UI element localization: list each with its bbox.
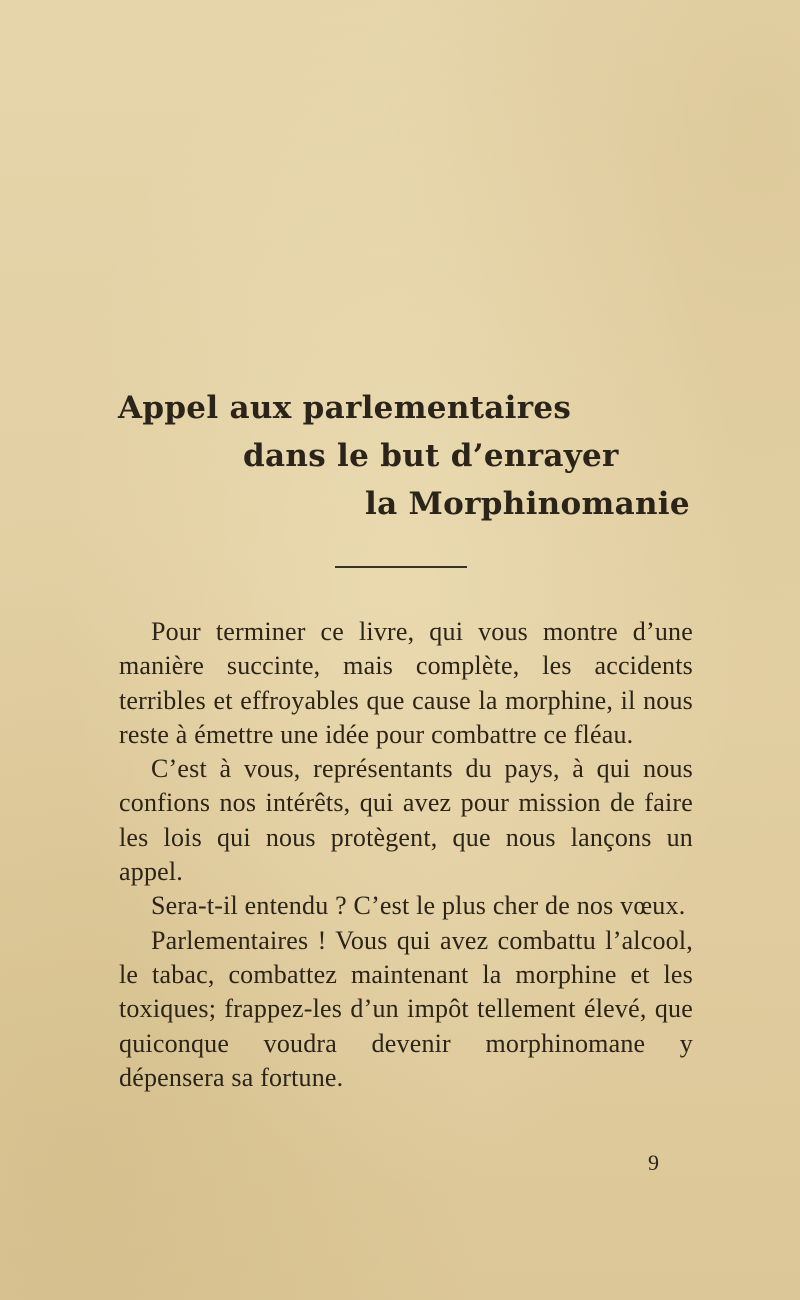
section-divider xyxy=(335,566,467,568)
page-number: 9 xyxy=(648,1150,659,1175)
heading-line-2: dans le but d’enrayer xyxy=(243,438,619,474)
paragraph-2: C’est à vous, représentants du pays, à qui nous confions nos intérêts, qui avez pour mission de faire les lois qui nous protègent, que nous lançons un appel. xyxy=(119,754,693,887)
paragraph-3: Sera-t-il entendu ? C’est le plus cher de nos vœux. xyxy=(151,891,686,921)
heading-line-1: Appel aux parlementaires xyxy=(118,390,572,426)
body-text xyxy=(119,615,693,1095)
paragraph-4: Parlementaires ! Vous qui avez combattu l’alcool, le tabac, combattez maintenant la morphine et les toxiques; frappez-les d’un impôt tellement élevé, que quiconque voudra devenir morphinomane y dépensera sa fortune. xyxy=(119,925,693,1092)
paragraph-1: Pour terminer ce livre, qui vous montre d’une manière succinte, mais complète, les accidents terribles et effroyables que cause la morphine, il nous reste à émettre une idée pour combattre ce fléau. xyxy=(119,617,693,749)
heading-line-3: la Morphinomanie xyxy=(365,486,690,522)
